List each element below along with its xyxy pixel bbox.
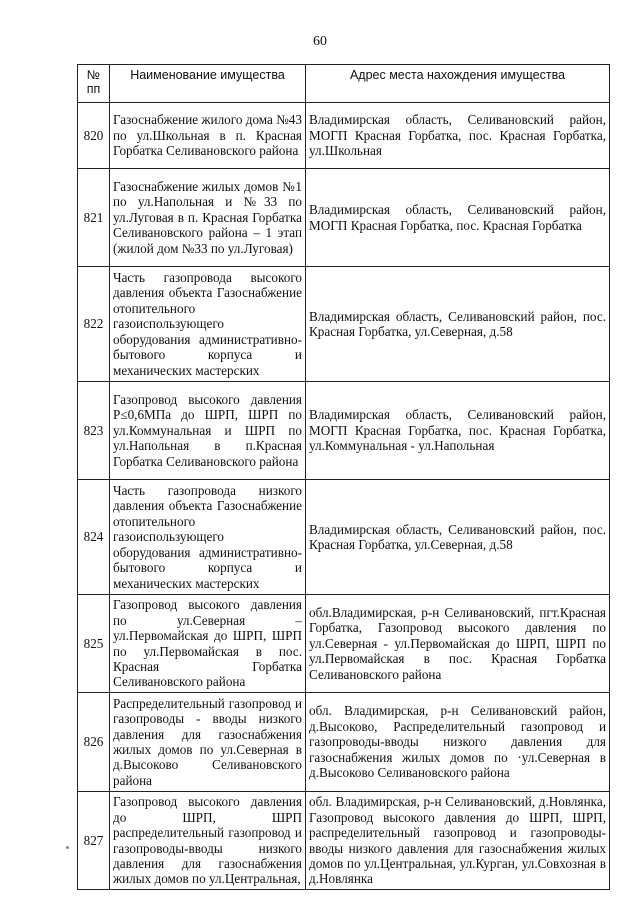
- property-name: Часть газопровода высокого давления объекта Газоснабжение отопительного газоиспользующего оборудования административно-бытового корпуса и механических мастерских: [110, 267, 306, 382]
- table-body: [78, 103, 610, 890]
- row-number: 823: [78, 382, 110, 480]
- property-address: обл. Владимирская, р-н Селивановский, д.Новлянка, Газопровод высокого давления до ШРП, ШРП, распределительный газопровод и газопроводы-вводы низкого давления для газоснабжения жилых домов по ул.Центральная, ул.Курган, ул.Совхозная в д.Новлянка: [306, 792, 610, 890]
- row-number: 822: [78, 267, 110, 382]
- property-name: Газопровод высокого давления Р≤0,6МПа до ШРП, ШРП по ул.Коммунальная и ШРП по ул.Напольная в п.Красная Горбатка Селивановского района: [110, 382, 306, 480]
- property-address: Владимирская область, Селивановский район, пос. Красная Горбатка, ул.Северная, д.58: [306, 267, 610, 382]
- property-address: Владимирская область, Селивановский район, МОГП Красная Горбатка, пос. Красная Горбатка, ул.Школьная: [306, 103, 610, 169]
- property-table: [77, 64, 610, 890]
- property-name: Часть газопровода низкого давления объекта Газоснабжение отопительного газоиспользующего оборудования административно-бытового корпуса и механических мастерских: [110, 480, 306, 595]
- property-name: Газопровод высокого давления до ШРП, ШРП распределительный газопровод и газопроводы-вводы низкого давления для газоснабжения жилых домов по ул.Центральная,: [110, 792, 306, 890]
- header-row: [78, 65, 610, 103]
- table-row: [78, 169, 610, 267]
- property-address: Владимирская область, Селивановский район, МОГП Красная Горбатка, пос. Красная Горбатка, ул.Коммунальная - ул.Напольная: [306, 382, 610, 480]
- property-name: Распределительный газопровод и газопроводы - вводы низкого давления для газоснабжения жилых домов по ул.Северная в д.Высоково Селивановского района: [110, 693, 306, 792]
- table-row: [78, 693, 610, 792]
- property-name: Газоснабжение жилого дома №43 по ул.Школьная в п. Красная Горбатка Селивановского района: [110, 103, 306, 169]
- row-number: 821: [78, 169, 110, 267]
- table-row: [78, 267, 610, 382]
- table-row: [78, 792, 610, 890]
- row-number: 820: [78, 103, 110, 169]
- property-address: Владимирская область, Селивановский район, пос. Красная Горбатка, ул.Северная, д.58: [306, 480, 610, 595]
- table-row: [78, 480, 610, 595]
- property-address: Владимирская область, Селивановский район, МОГП Красная Горбатка, пос. Красная Горбатка: [306, 169, 610, 267]
- scan-mark: [66, 846, 69, 849]
- table-row: [78, 103, 610, 169]
- table-row: [78, 382, 610, 480]
- row-number: 827: [78, 792, 110, 890]
- column-header-name: Наименование имущества: [110, 65, 306, 103]
- row-number: 826: [78, 693, 110, 792]
- property-name: Газоснабжение жилых домов №1 по ул.Напольная и №33 по ул.Луговая в п. Красная Горбатка Селивановского района – 1 этап (жилой дом №33 по ул.Луговая): [110, 169, 306, 267]
- column-header-address: Адрес места нахождения имущества: [306, 65, 610, 103]
- page-number: 60: [313, 34, 327, 49]
- column-header-number: № пп: [78, 65, 110, 103]
- row-number: 824: [78, 480, 110, 595]
- property-name: Газопровод высокого давления по ул.Северная – ул.Первомайская до ШРП, ШРП по ул.Первомайская в пос. Красная Горбатка Селивановского района: [110, 595, 306, 693]
- property-address: обл. Владимирская, р-н Селивановский район, д.Высоково, Распределительный газопровод и газопроводы-вводы низкого давления для газоснабжения жилых домов по ·ул.Северная в д.Высоково Селивановского района: [306, 693, 610, 792]
- property-address: обл.Владимирская, р-н Селивановский, пгт.Красная Горбатка, Газопровод высокого давления по ул.Северная - ул.Первомайская до ШРП, ШРП по ул.Первомайская в пос. Красная Горбатка Селивановского района: [306, 595, 610, 693]
- table-header: [78, 65, 610, 103]
- table-row: [78, 595, 610, 693]
- row-number: 825: [78, 595, 110, 693]
